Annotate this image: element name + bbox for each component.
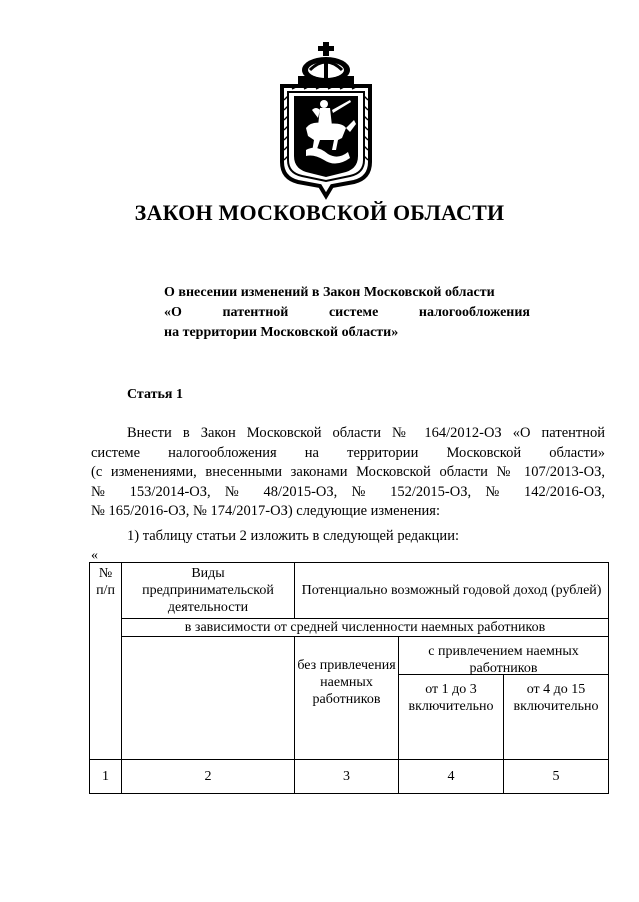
column-number-1: 1 <box>90 760 122 794</box>
header-activity: Виды предпринимательской деятельности <box>122 563 295 619</box>
header-income: Потенциально возможный годовой доход (рублей) <box>295 563 609 619</box>
paragraph-line-5: № 165/2016-ОЗ, № 174/2017-ОЗ) следующие изменения: <box>91 503 440 520</box>
paragraph-line-1: Внести в Закон Московской области № 164/2012-ОЗ «О патентной <box>127 425 605 441</box>
column-number-3: 3 <box>295 760 399 794</box>
header-number: № п/п <box>90 563 122 760</box>
coat-of-arms-emblem <box>272 40 380 200</box>
header-without-employees: без привлечения наемных работников <box>295 637 399 760</box>
law-title: ЗАКОН МОСКОВСКОЙ ОБЛАСТИ <box>134 200 505 225</box>
header-4-to-15: от 4 до 15 включительно <box>513 682 599 714</box>
law-subject <box>164 283 530 343</box>
table-row <box>90 563 609 619</box>
paragraph-line-4: № 153/2014-ОЗ, № 48/2015-ОЗ, № 152/2015-ОЗ, № 142/2016-ОЗ, <box>91 483 605 500</box>
opening-quote: « <box>91 548 98 563</box>
with-employees-group <box>399 637 609 760</box>
column-number-2: 2 <box>122 760 295 794</box>
table-row <box>90 637 609 760</box>
header-1-to-3: от 1 до 3 включительно <box>399 675 504 759</box>
paragraph-line-2: системе налогообложения на территории Московской области» <box>91 444 605 461</box>
column-number-5: 5 <box>504 760 609 794</box>
subject-line-3: на территории Московской области» <box>164 325 399 340</box>
header-by-employees: в зависимости от средней численности наемных работников <box>122 619 609 637</box>
article-heading: Статья 1 <box>127 387 183 402</box>
crown-icon <box>298 42 354 84</box>
subject-line-1: О внесении изменений в Закон Московской области <box>164 285 495 300</box>
article-paragraph <box>91 424 605 522</box>
amendment-item-1: 1) таблицу статьи 2 изложить в следующей редакции: <box>127 528 459 544</box>
column-number-4: 4 <box>399 760 504 794</box>
paragraph-line-3: (с изменениями, внесенными законами Московской области № 107/2013-ОЗ, <box>91 464 605 481</box>
table-row <box>90 760 609 794</box>
with-employees-subheaders <box>399 675 608 759</box>
table-row <box>90 619 609 637</box>
activity-empty-cell <box>122 637 295 760</box>
header-with-employees: с привлечением наемных работников <box>399 637 608 675</box>
patent-income-table <box>89 562 609 794</box>
subject-line-2: «О патентной системе налогообложения <box>164 305 530 320</box>
